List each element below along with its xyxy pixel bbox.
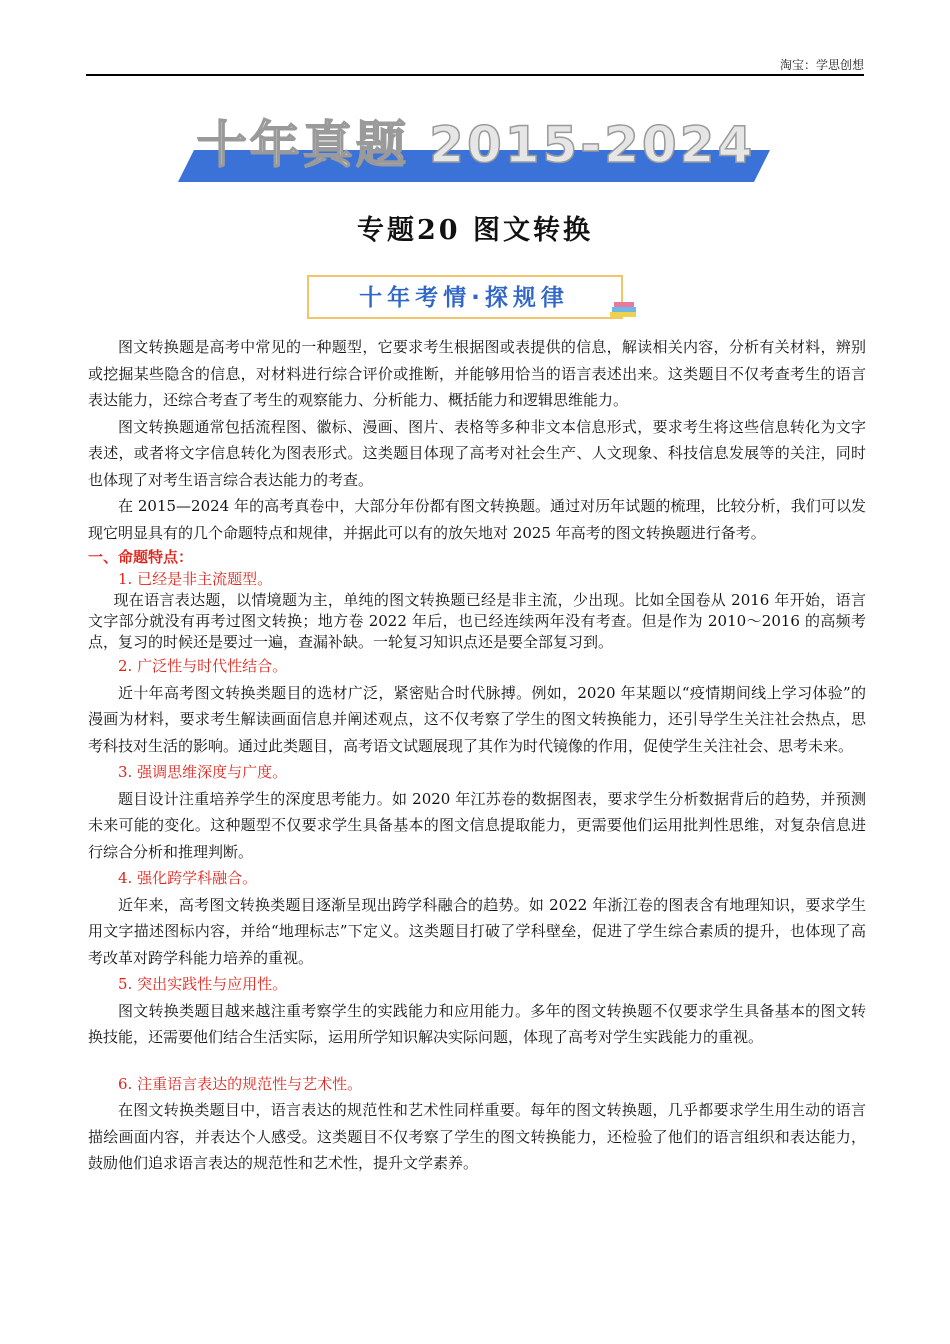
spacer: [88, 1051, 866, 1071]
intro-paragraph-2: 图文转换题通常包括流程图、徽标、漫画、图片、表格等多种非文本信息形式，要求考生将这些信息转化为文字表述，或者将文字信息转化为图表形式。这类题目体现了高考对社会生产、人文现象、科技信息发展等的关注，同时也体现了对考生语言综合表达能力的考查。: [88, 417, 866, 489]
title-banner: [176, 112, 776, 186]
feature-body-1: 现在语言表达题，以情境题为主，单纯的图文转换题已经是非主流，少出现。比如全国卷从 2016 年开始，语言文字部分就没有再考过图文转换；地方卷 2022 年后，也已经连续两年没有考查。但是作为 2010～2016 的高频考点，复习的时候还是要过一遍，查漏补缺。一轮复习知识点还是要全部复习到。: [88, 591, 866, 651]
intro-paragraph-1: 图文转换题是高考中常见的一种题型，它要求考生根据图或表提供的信息，解读相关内容，分析有关材料，辨别或挖掘某些隐含的信息，对材料进行综合评价或推断，并能够用恰当的语言表述出来。这类题目不仅考查考生的语言表达能力，还综合考查了考生的观察能力、分析能力、概括能力和逻辑思维能力。: [88, 338, 866, 409]
feature-body-4: 近年来，高考图文转换类题目逐渐呈现出跨学科融合的趋势。如 2022 年浙江卷的图表含有地理知识，要求学生用文字描述图标内容，并给“地理标志”下定义。这类题目打破了学科壁垒，促进了学生综合素质的提升，也体现了高考改革对跨学科能力培养的重视。: [88, 895, 866, 967]
main-content: [88, 334, 866, 1177]
feature-title-1: 1. 已经是非主流题型。: [118, 570, 273, 588]
intro-paragraph-3: 在 2015—2024 年的高考真卷中，大部分年份都有图文转换题。通过对历年试题的梳理，比较分析，我们可以发现它明显具有的几个命题特点和规律，并据此可以有的放矢地对 2025 年高考的图文转换题进行备考。: [88, 497, 866, 542]
header-divider: [86, 74, 864, 76]
topic-title: 专题20 图文转换: [357, 215, 593, 246]
feature-body-6: 在图文转换类题目中，语言表达的规范性和艺术性同样重要。每年的图文转换题，几乎都要求学生用生动的语言描绘画面内容，并表达个人感受。这类题目不仅考察了学生的图文转换能力，还检验了他们的语言组织和表达能力，鼓励他们追求语言表达的规范性和艺术性，提升文学素养。: [88, 1101, 866, 1172]
feature-title-6: 6. 注重语言表达的规范性与艺术性。: [118, 1074, 363, 1093]
feature-body-3: 题目设计注重培养学生的深度思考能力。如 2020 年江苏卷的数据图表，要求学生分析数据背后的趋势，并预测未来可能的变化。这种题型不仅要求学生具备基本的图文信息提取能力，更需要他们运用批判性思维，对复杂信息进行综合分析和推理判断。: [88, 789, 866, 861]
section-banner: [306, 274, 640, 322]
header-shop-label: 淘宝：学思创想: [779, 58, 864, 72]
section-banner-label: 十年考情·探规律: [359, 285, 569, 311]
feature-body-5: 图文转换类题目越来越注重考察学生的实践能力和应用能力。多年的图文转换题不仅要求学生具备基本的图文转换技能，还需要他们结合生活实际，运用所学知识解决实际问题，体现了高考对学生实践能力的重视。: [88, 1001, 866, 1046]
feature-title-3: 3. 强调思维深度与广度。: [118, 763, 288, 781]
feature-title-4: 4. 强化跨学科融合。: [118, 869, 258, 887]
feature-title-5: 5. 突出实践性与应用性。: [118, 975, 288, 993]
feature-body-2: 近十年高考图文转换类题目的选材广泛，紧密贴合时代脉搏。例如，2020 年某题以“疫情期间线上学习体验”的漫画为材料，要求考生解读画面信息并阐述观点，这不仅考察了学生的图文转换能力，还引导学生关注社会热点，思考科技对生活的影响。通过此类题目，高考语文试题展现了其作为时代镜像的作用，促使学生关注社会、思考未来。: [88, 683, 866, 755]
features-heading: 一、命题特点：: [88, 548, 194, 566]
feature-title-2: 2. 广泛性与时代性结合。: [118, 657, 288, 675]
banner-title: 十年真题 2015-2024: [196, 116, 756, 174]
